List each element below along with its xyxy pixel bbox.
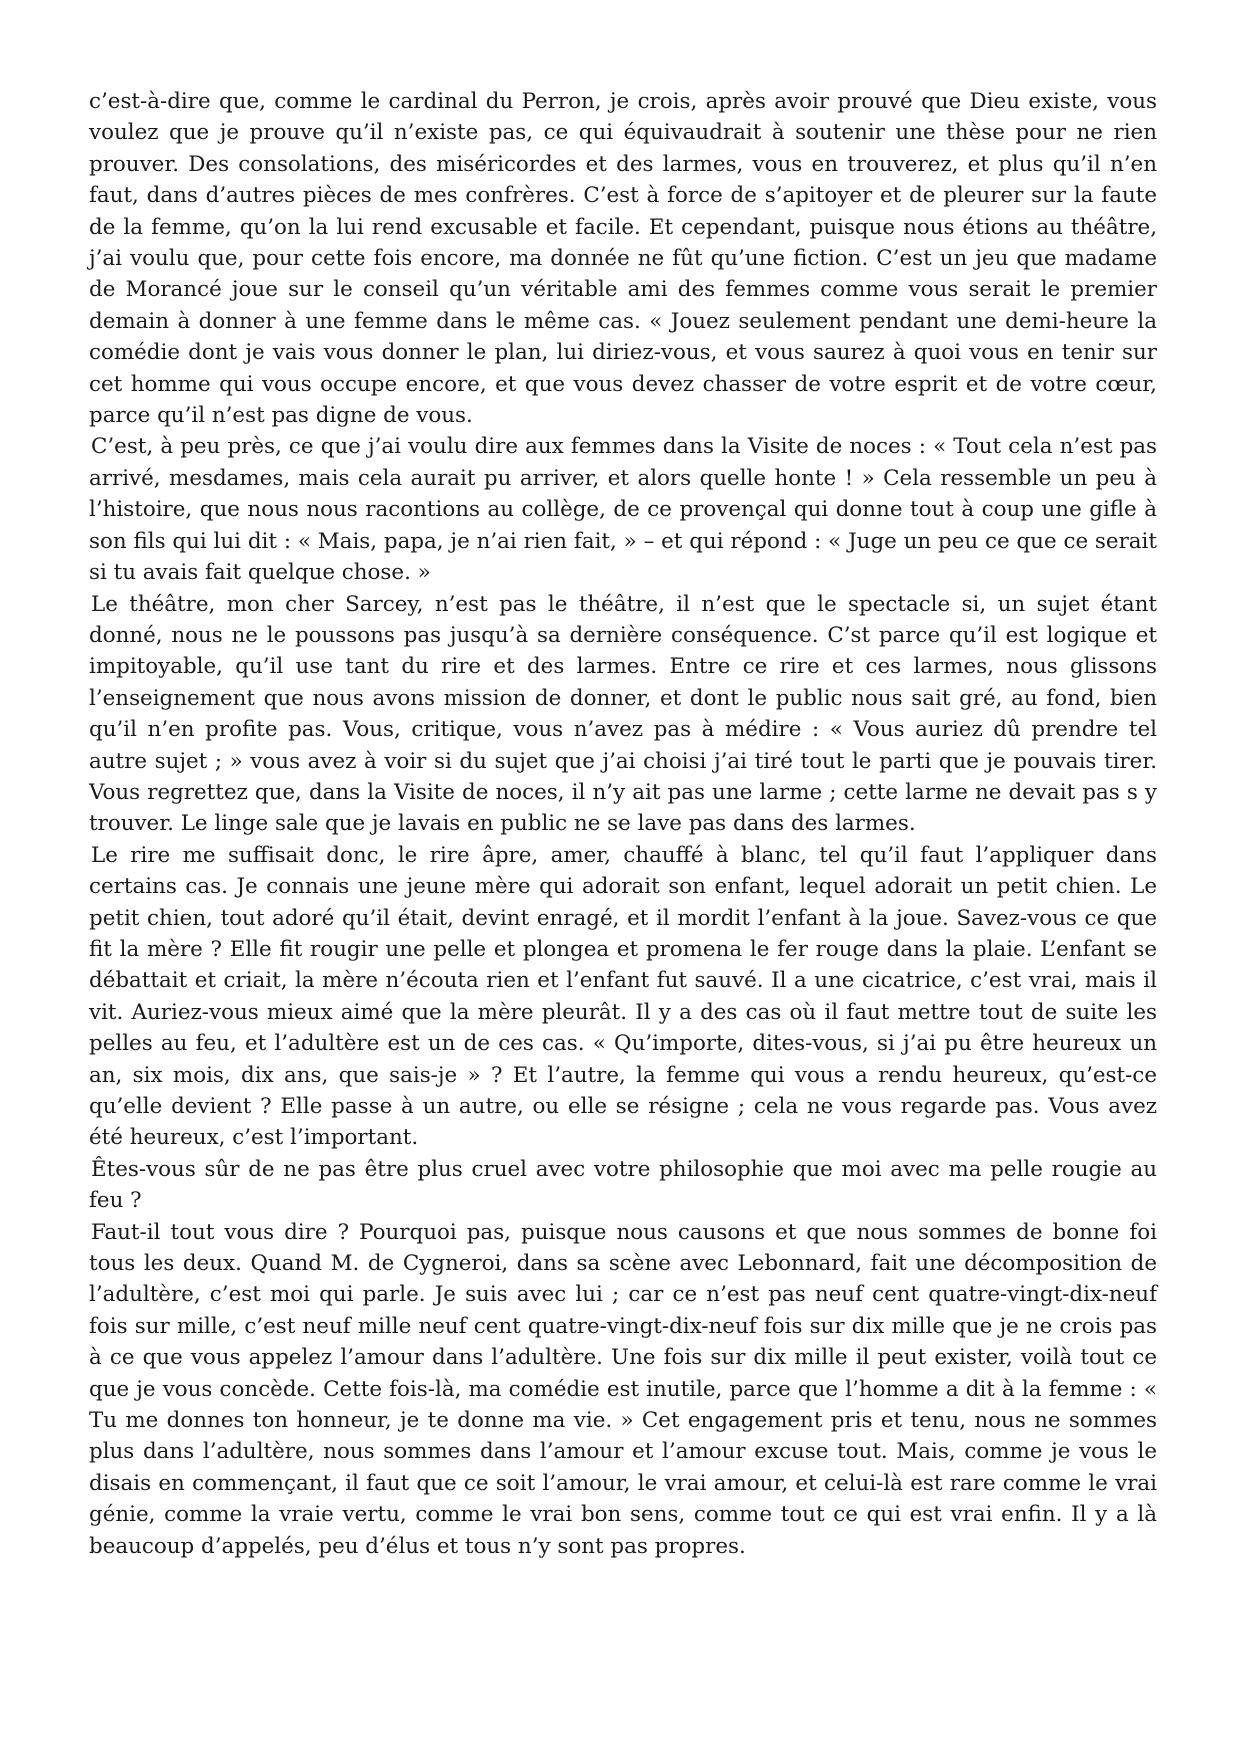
paragraph-5: Êtes-vous sûr de ne pas être plus cruel avec votre philosophie que moi avec ma pelle rougie au feu ? xyxy=(89,1156,1157,1214)
paragraph-1: c’est-à-dire que, comme le cardinal du Perron, je crois, après avoir prouvé que Dieu existe, vous voulez que je prouve qu’il n’existe pas, ce qui équivaudrait à soutenir une thèse pour ne rien prouver. Des consolations, des miséricordes et des larmes, vous en trouverez, et plus qu’il n’en faut, dans d’autres pièces de mes confrères. C’est à force de s’apitoyer et de pleurer sur la faute de la femme, qu’on la lui rend excusable et facile. Et cependant, puisque nous étions au théâtre, j’ai voulu que, pour cette fois encore, ma donnée ne fût qu’une fiction. C’est un jeu que madame de Morancé joue sur le conseil qu’un véritable ami des femmes comme vous serait le premier demain à donner à une femme dans le même cas. « Jouez seulement pendant une demi-heure la comédie dont je vais vous donner le plan, lui diriez-vous, et vous saurez à quoi vous en tenir sur cet homme qui vous occupe encore, et que vous devez chasser de votre esprit et de votre cœur, parce qu’il n’est pas digne de vous. xyxy=(89,89,1157,429)
paragraph-6: Faut-il tout vous dire ? Pourquoi pas, puisque nous causons et que nous sommes de bonne foi tous les deux. Quand M. de Cygneroi, dans sa scène avec Lebonnard, fait une décomposition de l’adultère, c’est moi qui parle. Je suis avec lui ; car ce n’est pas neuf cent quatre-vingt-dix-neuf fois sur mille, c’est neuf mille neuf cent quatre-vingt-dix-neuf fois sur dix mille que je ne crois pas à ce que vous appelez l’amour dans l’adultère. Une fois sur dix mille il peut exister, voilà tout ce que je vous concède. Cette fois-là, ma comédie est inutile, parce que l’homme a dit à la femme : « Tu me donnes ton honneur, je te donne ma vie. » Cet engagement pris et tenu, nous ne sommes plus dans l’adultère, nous sommes dans l’amour et l’amour excuse tout. Mais, comme je vous le disais en commençant, il faut que ce soit l’amour, le vrai amour, et celui-là est rare comme le vrai génie, comme la vraie vertu, comme le vrai bon sens, comme tout ce qui est vrai enfin. Il y a là beaucoup d’appelés, peu d’élus et tous n’y sont pas propres. xyxy=(89,1219,1157,1559)
page-body xyxy=(89,86,1157,1562)
paragraph-4: Le rire me suffisait donc, le rire âpre, amer, chauffé à blanc, tel qu’il faut l’appliquer dans certains cas. Je connais une jeune mère qui adorait son enfant, lequel adorait un petit chien. Le petit chien, tout adoré qu’il était, devint enragé, et il mordit l’enfant à la joue. Savez-vous ce que fit la mère ? Elle fit rougir une pelle et plongea et promena le fer rouge dans la plaie. L’enfant se débattait et criait, la mère n’écouta rien et l’enfant fut sauvé. Il a une cicatrice, c’est vrai, mais il vit. Auriez-vous mieux aimé que la mère pleurât. Il y a des cas où il faut mettre tout de suite les pelles au feu, et l’adultère est un de ces cas. « Qu’importe, dites-vous, si j’ai pu être heureux un an, six mois, dix ans, que sais-je » ? Et l’autre, la femme qui vous a rendu heureux, qu’est-ce qu’elle devient ? Elle passe à un autre, ou elle se résigne ; cela ne vous regarde pas. Vous avez été heureux, c’est l’important. xyxy=(89,842,1157,1151)
paragraph-2: C’est, à peu près, ce que j’ai voulu dire aux femmes dans la Visite de noces : « Tout cela n’est pas arrivé, mesdames, mais cela aurait pu arriver, et alors quelle honte ! » Cela ressemble un peu à l’histoire, que nous nous racontions au collège, de ce provençal qui donne tout à coup une gifle à son fils qui lui dit : « Mais, papa, je n’ai rien fait, » – et qui répond : « Juge un peu ce que ce serait si tu avais fait quelque chose. » xyxy=(89,434,1157,586)
paragraph-3: Le théâtre, mon cher Sarcey, n’est pas le théâtre, il n’est que le spectacle si, un sujet étant donné, nous ne le poussons pas jusqu’à sa dernière conséquence. C’st parce qu’il est logique et impitoyable, qu’il use tant du rire et des larmes. Entre ce rire et ces larmes, nous glissons l’enseignement que nous avons mission de donner, et dont le public nous sait gré, au fond, bien qu’il n’en profite pas. Vous, critique, vous n’avez pas à médire : « Vous auriez dû prendre tel autre sujet ; » vous avez à voir si du sujet que j’ai choisi j’ai tiré tout le parti que je pouvais tirer. Vous regrettez que, dans la Visite de noces, il n’y ait pas une larme ; cette larme ne devait pas s y trouver. Le linge sale que je lavais en public ne se lave pas dans des larmes. xyxy=(89,591,1157,837)
